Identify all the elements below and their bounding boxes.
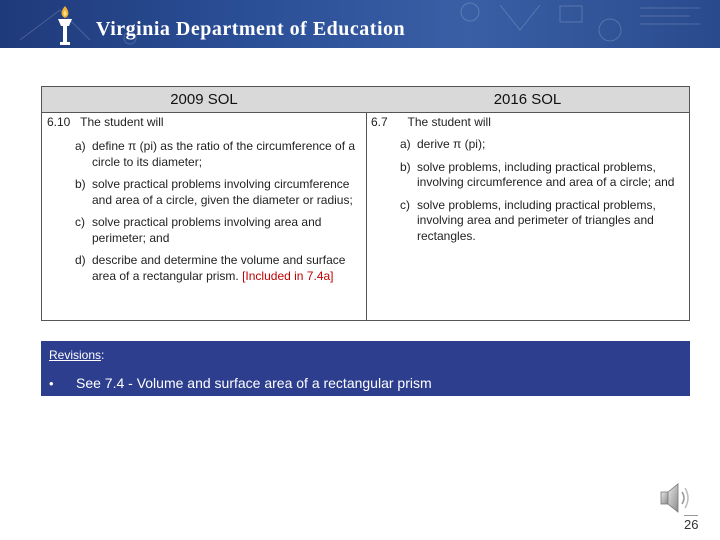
list-item	[400, 198, 685, 245]
sol-2016-heading: 2016 SOL	[366, 87, 689, 113]
item-label: a)	[75, 139, 86, 153]
sol-2016-column	[366, 87, 689, 320]
item-text: solve practical problems involving area and perimeter; and	[92, 215, 322, 245]
list-item	[75, 139, 363, 170]
header-banner	[0, 0, 720, 48]
item-label: b)	[75, 177, 86, 191]
revisions-box	[41, 341, 690, 396]
item-label: b)	[400, 159, 411, 174]
page-number: 26	[684, 517, 699, 532]
sol-2009-code: 6.10	[47, 115, 71, 129]
item-text: solve practical problems involving circumference and area of a circle, given the diameter or radius;	[92, 177, 353, 207]
revision-item: See 7.4 - Volume and surface area of a rectangular prism	[76, 375, 432, 391]
sol-2009-items	[75, 139, 363, 291]
item-label: c)	[400, 197, 410, 212]
sol-2016-stem-text: The student will	[407, 115, 491, 129]
bullet: •	[49, 376, 54, 391]
speaker-icon[interactable]	[659, 480, 691, 516]
item-text: solve problems, including practical problems, involving area and perimeter of triangles and rectangles.	[417, 197, 656, 243]
torch-logo-icon	[52, 4, 78, 46]
list-item	[400, 137, 685, 153]
sol-2009-column	[42, 87, 367, 320]
item-text: derive π (pi);	[417, 137, 486, 151]
item-label: c)	[75, 215, 85, 229]
list-item	[75, 215, 363, 246]
list-item	[400, 160, 685, 191]
sol-comparison-table	[41, 86, 690, 321]
list-item	[75, 177, 363, 208]
sol-2009-heading: 2009 SOL	[42, 87, 366, 113]
sol-2009-stem-text: The student will	[80, 115, 164, 129]
revisions-heading: Revisions:	[49, 348, 105, 362]
item-label: a)	[400, 137, 411, 151]
item-text: describe and determine the volume and surface area of a rectangular prism.	[92, 253, 346, 283]
item-text: solve problems, including practical problems, involving circumference and area of a circle; and	[417, 159, 675, 189]
sol-2016-items	[400, 137, 685, 251]
list-item	[75, 253, 363, 284]
sol-2016-code: 6.7	[371, 115, 388, 129]
sol-2016-stem	[371, 115, 491, 129]
sol-2009-stem	[47, 115, 164, 129]
item-label: d)	[75, 253, 86, 267]
item-text: define π (pi) as the ratio of the circumference of a circle to its diameter;	[92, 139, 356, 169]
included-note: [Included in 7.4a]	[242, 268, 334, 283]
banner-title: Virginia Department of Education	[96, 18, 406, 40]
